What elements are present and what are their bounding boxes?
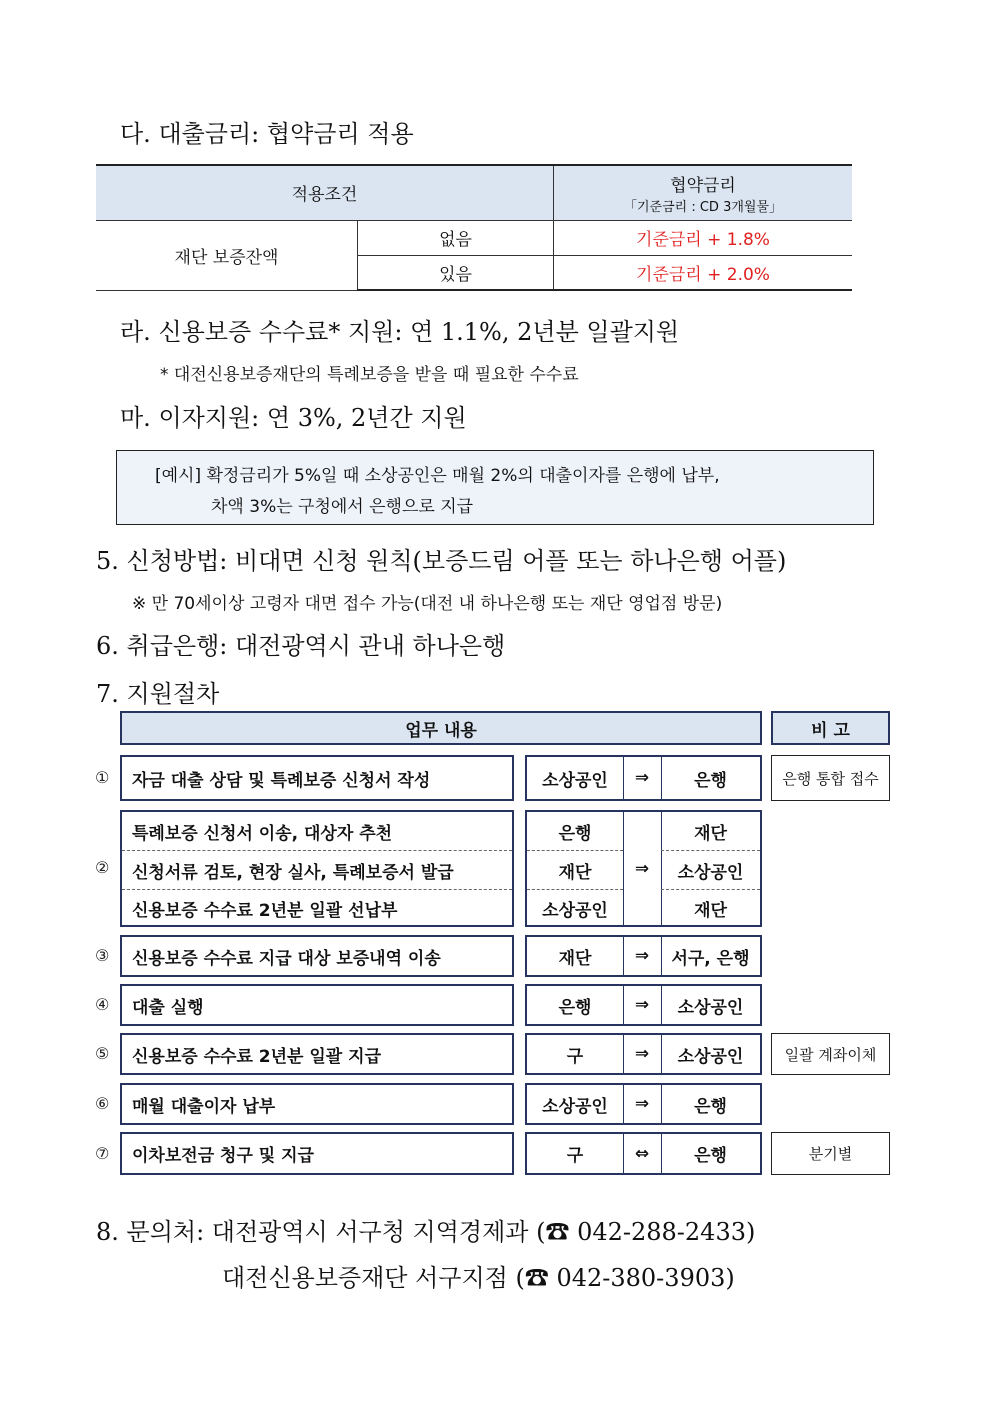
step-2-tasks	[120, 810, 514, 927]
example-box	[116, 450, 874, 525]
step-2-from-2: 재단	[527, 851, 623, 890]
step-5-number: ⑤	[95, 1044, 110, 1063]
step-4-task: 대출 실행	[120, 984, 514, 1026]
step-2-flow	[525, 810, 762, 927]
step-3-number: ③	[95, 946, 110, 965]
section-6-heading: 6. 취급은행: 대전광역시 관내 하나은행	[96, 632, 506, 660]
step-2-task-3: 신용보증 수수료 2년분 일괄 선납부	[132, 901, 398, 921]
step-1-to: 은행	[694, 770, 727, 791]
section-7-heading: 7. 지원절차	[96, 680, 220, 708]
step-2-task-1: 특례보증 신청서 이송, 대상자 추천	[122, 812, 512, 851]
example-line-2: 차액 3%는 구청에서 은행으로 지급	[211, 497, 474, 517]
section-5-heading: 5. 신청방법: 비대면 신청 원칙(보증드림 어플 또는 하나은행 어플)	[96, 547, 787, 575]
contact-credit-foundation: 대전신용보증재단 서구지점 (☎ 042-380-3903)	[222, 1264, 735, 1292]
header-rate	[554, 165, 853, 220]
step-2-from-1: 은행	[527, 812, 623, 851]
header-rate-subtitle: 「기준금리 : CD 3개월물」	[623, 199, 783, 215]
step-5-from: 구	[566, 1046, 584, 1067]
condition-exists: 있음	[358, 255, 554, 290]
row-label-guarantee-balance: 재단 보증잔액	[96, 220, 358, 290]
section-8-label: 8. 문의처:	[96, 1218, 212, 1246]
step-5-flow	[525, 1033, 762, 1075]
example-line-1: [예시] 확정금리가 5%일 때 소상공인은 매월 2%의 대출이자를 은행에 납부,	[155, 466, 720, 486]
step-2-from-3: 소상공인	[542, 901, 608, 921]
step-7-to: 은행	[694, 1146, 727, 1166]
condition-none: 없음	[358, 220, 554, 255]
step-6-from: 소상공인	[542, 1096, 608, 1117]
step-2-number: ②	[95, 858, 110, 877]
step-1-arrow-icon: ⇒	[634, 768, 650, 788]
step-6-flow	[525, 1083, 762, 1125]
step-7-note: 분기별	[771, 1132, 890, 1175]
contact-seogu-office: 대전광역시 서구청 지역경제과 (☎ 042-288-2433)	[211, 1218, 756, 1246]
section-5-note: ※ 만 70세이상 고령자 대면 접수 가능(대전 내 하나은행 또는 재단 영업점 방문)	[132, 594, 723, 614]
step-1-from: 소상공인	[542, 770, 608, 791]
section-da-heading: 다. 대출금리: 협약금리 적용	[120, 120, 414, 148]
step-2-task-2: 신청서류 검토, 현장 실사, 특례보증서 발급	[122, 851, 512, 890]
section-ra-heading: 라. 신용보증 수수료* 지원: 연 1.1%, 2년분 일괄지원	[120, 318, 680, 346]
step-7-from: 구	[566, 1146, 584, 1166]
step-5-to: 소상공인	[677, 1046, 744, 1067]
step-3-from: 재단	[558, 948, 592, 969]
step-2-to-2: 소상공인	[661, 851, 760, 890]
step-3-arrow-icon: ⇒	[634, 946, 650, 966]
step-2-arrow-icon: ⇒	[634, 858, 650, 879]
step-6-to: 은행	[694, 1096, 727, 1117]
step-5-task: 신용보증 수수료 2년분 일괄 지급	[120, 1033, 514, 1075]
step-7-arrow-icon: ⇔	[634, 1143, 650, 1164]
step-4-flow	[525, 984, 762, 1026]
step-1-task: 자금 대출 상담 및 특례보증 신청서 작성	[120, 755, 514, 801]
step-7-task: 이차보전금 청구 및 지급	[120, 1132, 514, 1175]
step-4-from: 은행	[558, 997, 592, 1018]
step-1-flow	[525, 755, 762, 801]
step-3-task: 신용보증 수수료 지급 대상 보증내역 이송	[120, 935, 514, 977]
step-1-note: 은행 통합 접수	[771, 755, 890, 801]
procedure-header-work: 업무 내용	[120, 711, 762, 745]
section-8-heading	[96, 1212, 755, 1247]
step-6-number: ⑥	[95, 1094, 110, 1113]
step-5-note: 일괄 계좌이체	[771, 1033, 890, 1075]
step-2-to-1: 재단	[661, 812, 760, 851]
step-1-number: ①	[95, 768, 110, 787]
step-4-number: ④	[95, 995, 110, 1014]
step-7-number: ⑦	[95, 1144, 110, 1163]
rate-none: 기준금리 + 1.8%	[554, 220, 853, 255]
procedure-header-note: 비 고	[771, 711, 890, 745]
step-6-task: 매월 대출이자 납부	[120, 1083, 514, 1125]
step-3-to: 서구, 은행	[671, 948, 750, 969]
step-4-arrow-icon: ⇒	[634, 995, 650, 1015]
rate-exists: 기준금리 + 2.0%	[554, 255, 853, 290]
rate-table	[96, 164, 852, 291]
header-rate-title: 협약금리	[670, 175, 736, 196]
step-4-to: 소상공인	[677, 997, 744, 1018]
step-5-arrow-icon: ⇒	[634, 1044, 650, 1064]
step-2-to-3: 재단	[694, 901, 727, 921]
step-7-flow	[525, 1132, 762, 1175]
step-6-arrow-icon: ⇒	[634, 1094, 650, 1114]
section-ma-heading: 마. 이자지원: 연 3%, 2년간 지원	[120, 404, 467, 432]
header-condition: 적용조건	[96, 165, 554, 220]
section-ra-note: * 대전신용보증재단의 특례보증을 받을 때 필요한 수수료	[160, 365, 579, 385]
step-3-flow	[525, 935, 762, 977]
